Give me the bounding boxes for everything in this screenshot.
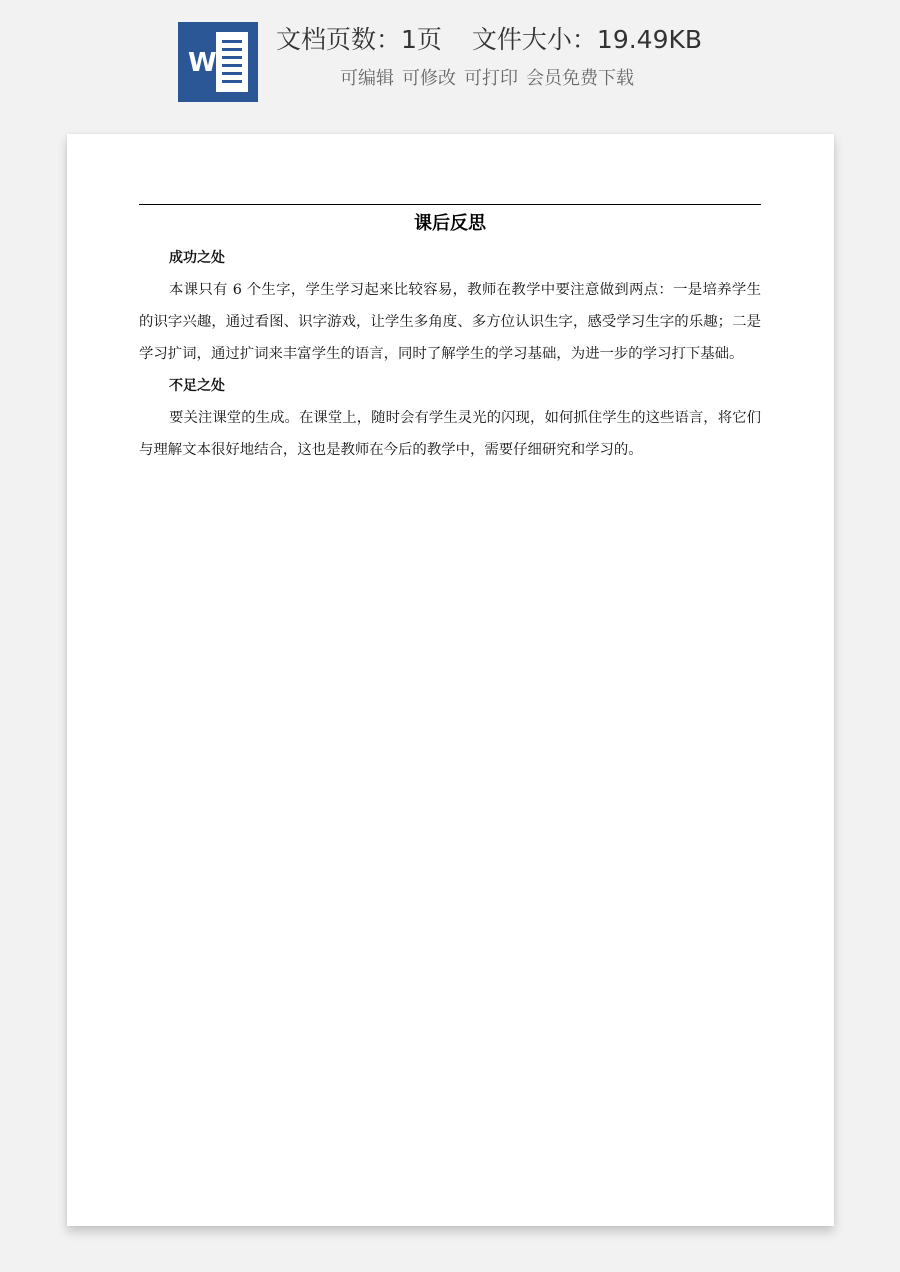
header-rule	[139, 204, 761, 205]
document-body	[139, 242, 761, 466]
document-page	[67, 134, 834, 1226]
word-document-icon	[178, 22, 258, 102]
document-title: 课后反思	[414, 213, 486, 234]
feature-editable: 可编辑	[340, 68, 394, 89]
section-paragraph-shortcomings: 要关注课堂的生成。在课堂上，随时会有学生灵光的闪现，如何抓住学生的这些语言，将它们与理解文本很好地结合，这也是教师在今后的教学中，需要仔细研究和学习的。	[139, 410, 761, 458]
section-paragraph-success: 本课只有 6 个生字，学生学习起来比较容易，教师在教学中要注意做到两点：一是培养学生的识字兴趣，通过看图、识字游戏，让学生多角度、多方位认识生字，感受学习生字的乐趣；二是学习扩词，通过扩词来丰富学生的语言，同时了解学生的学习基础，为进一步的学习打下基础。	[139, 282, 761, 362]
word-icon-letter: W	[188, 48, 217, 78]
page-count-label: 文档页数：1页	[276, 25, 442, 54]
document-info-header	[0, 0, 900, 130]
section-heading-shortcomings: 不足之处	[169, 378, 225, 394]
feature-printable: 可打印	[464, 68, 518, 89]
document-features	[340, 66, 642, 92]
feature-modifiable: 可修改	[402, 68, 456, 89]
feature-member-download: 会员免费下载	[526, 68, 634, 89]
file-size-label: 文件大小：19.49KB	[471, 25, 703, 54]
section-heading-success: 成功之处	[169, 250, 225, 266]
document-stats	[276, 22, 702, 58]
